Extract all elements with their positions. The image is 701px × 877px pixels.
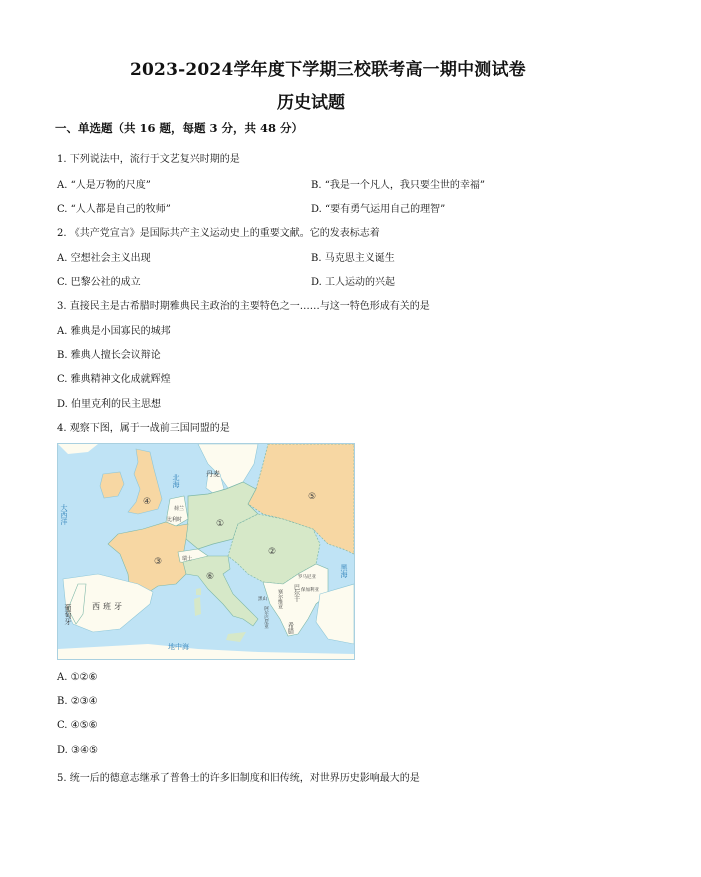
exam-subtitle: 历史试题 (277, 93, 345, 113)
label-balkan: 巴尔干 (292, 584, 300, 602)
question-3-option-b[interactable]: B. 雅典人擅长会议辩论 (57, 350, 161, 361)
question-2-option-a[interactable]: A. 空想社会主义出现 (57, 253, 151, 264)
marker-6: ⑥ (206, 572, 215, 582)
exam-title: 2023-2024学年度下学期三校联考高一期中测试卷 (130, 60, 526, 80)
question-3-option-c[interactable]: C. 雅典精神文化成就辉煌 (57, 374, 171, 385)
europe-map-figure (57, 443, 355, 660)
section-heading: 一、单选题（共 16 题，每题 3 分，共 48 分） (55, 121, 304, 135)
question-1-option-b[interactable]: B. “我是一个凡人，我只要尘世的幸福” (311, 180, 485, 191)
question-4-option-c[interactable]: C. ④⑤⑥ (57, 720, 98, 731)
question-2-option-d[interactable]: D. 工人运动的兴起 (311, 277, 396, 288)
marker-1: ① (216, 519, 225, 529)
question-5-stem: 5. 统一后的德意志继承了普鲁士的许多旧制度和旧传统，对世界历史影响最大的是 (57, 773, 420, 784)
label-atlantic: 大西洋 (60, 504, 68, 525)
label-albania: 阿尔巴尼亚 (263, 606, 269, 629)
question-4-option-a[interactable]: A. ①②⑥ (57, 672, 98, 683)
question-2-option-b[interactable]: B. 马克思主义诞生 (311, 253, 395, 264)
question-3-stem: 3. 直接民主是古希腊时期雅典民主政治的主要特色之一……与这一特色形成有关的是 (57, 301, 430, 312)
label-belgium: 比利时 (167, 517, 183, 523)
question-1-option-c[interactable]: C. “人人都是自己的牧师” (57, 204, 171, 215)
label-greece: 希腊 (286, 622, 294, 634)
label-montenegro: 黑山 (258, 597, 267, 602)
question-1-option-a[interactable]: A. “人是万物的尺度” (57, 180, 151, 191)
question-2-stem: 2. 《共产党宣言》是国际共产主义运动史上的重要文献。它的发表标志着 (57, 228, 380, 239)
marker-5: ⑤ (308, 492, 317, 502)
label-portugal: 葡萄牙 (64, 604, 72, 625)
marker-3: ③ (154, 557, 163, 567)
marker-2: ② (268, 547, 277, 557)
question-3-option-d[interactable]: D. 伯里克利的民主思想 (57, 399, 162, 410)
question-4-stem: 4. 观察下图，属于一战前三国同盟的是 (57, 423, 230, 434)
label-bulgaria: 保加利亚 (301, 588, 319, 593)
question-3-option-a[interactable]: A. 雅典是小国寡民的城邦 (57, 326, 171, 337)
label-north-sea: 北海 (172, 474, 180, 488)
label-netherlands: 荷兰 (174, 506, 185, 512)
label-mediterranean: 地中海 (168, 643, 189, 651)
question-1-option-d[interactable]: D. “要有勇气运用自己的理智” (311, 204, 446, 215)
marker-4: ④ (143, 497, 152, 507)
question-1-stem: 1. 下列说法中，流行于文艺复兴时期的是 (57, 154, 240, 165)
label-denmark: 丹麦 (206, 470, 220, 478)
label-black-sea: 黑海 (340, 564, 348, 578)
label-spain: 西班牙 (92, 602, 125, 611)
label-switzerland: 瑞士 (182, 556, 193, 562)
label-romania: 罗马尼亚 (298, 575, 316, 580)
label-serbia: 塞尔维亚 (277, 589, 283, 609)
question-4-option-d[interactable]: D. ③④⑤ (57, 745, 98, 756)
question-4-option-b[interactable]: B. ②③④ (57, 696, 98, 707)
question-2-option-c[interactable]: C. 巴黎公社的成立 (57, 277, 141, 288)
